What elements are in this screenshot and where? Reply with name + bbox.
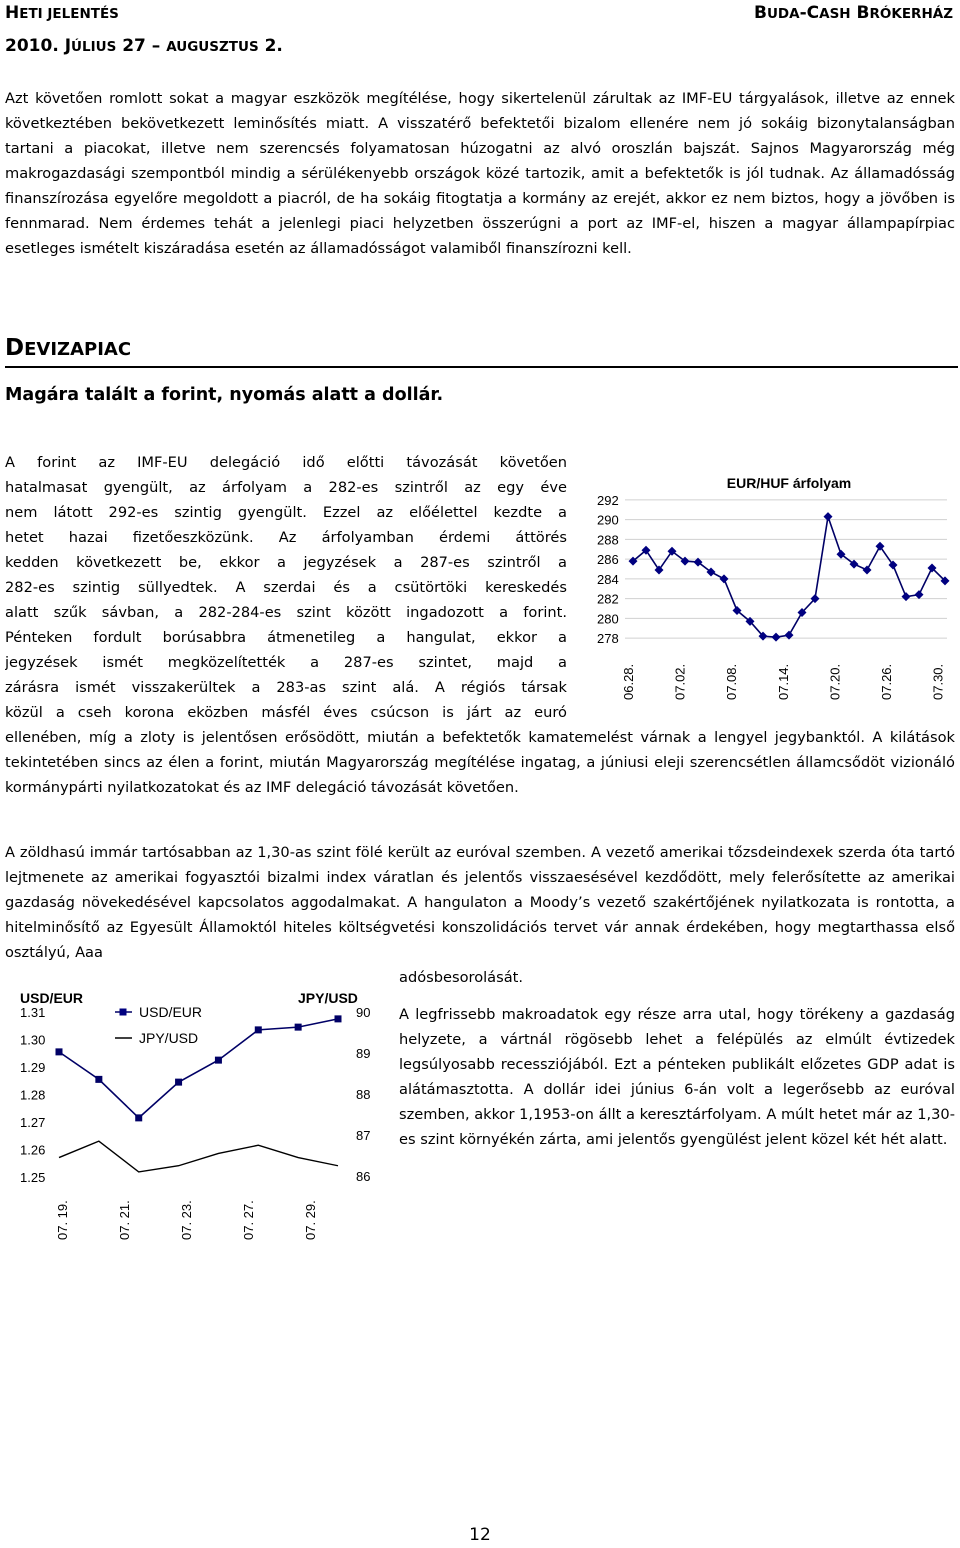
eurhuf-y-tick: 280 [597,611,619,627]
section-title-rest: EVIZAPIAC [24,339,132,360]
dollar-paragraph-tail: adósbesorolását. [399,969,524,986]
usd-eur-data-point [335,1015,342,1022]
usd-eur-y-tick: 1.25 [20,1170,46,1185]
usd-eur-data-point [56,1048,63,1055]
eurhuf-y-tick: 292 [597,492,619,508]
company-name-r3: RÓKERHÁZ [869,6,953,22]
forint-line: közül a cseh korona eközben másfél éves csúcson is járt az euró [5,704,567,721]
usd-jpy-x-tick: 07. 29. [303,1200,318,1240]
eurhuf-data-point [772,633,781,642]
forint-line: jegyzések ismét megközelítették a 287-es szintet, majd a [5,654,567,671]
legend-jpy-usd-label: JPY/USD [139,1030,199,1046]
report-date-e: 2. [258,36,283,56]
forint-line: zárásra ismét visszakerültek a 283-as szint alá. A régiós társak [5,679,567,696]
eurhuf-series-points [629,512,950,641]
usd-eur-series-line [59,1019,338,1118]
eurhuf-series-line [633,517,945,637]
usd-jpy-x-tick: 07. 21. [117,1200,132,1240]
jpy-usd-y-tick: 89 [356,1046,371,1061]
usd-eur-y-tick: 1.30 [20,1032,46,1048]
report-date-d: AUGUSZTUS [166,39,259,55]
eurhuf-x-tick: 07.26. [879,663,894,700]
eurhuf-x-tick: 07.14. [775,663,791,700]
eurhuf-y-tick: 278 [597,631,619,647]
jpy-usd-y-tick: 90 [356,1005,371,1020]
usd-eur-y-tick: 1.29 [20,1060,46,1075]
report-date [5,36,283,56]
usd-eur-y-tick: 1.27 [20,1115,46,1130]
usd-eur-data-point [255,1026,262,1033]
jpy-usd-axis-title: JPY/USD [298,990,358,1006]
usd-jpy-chart [0,985,395,1250]
section-subtitle: Magára talált a forint, nyomás alatt a dollár. [5,385,444,405]
report-title-initial: H [5,3,20,23]
intro-paragraph: Azt követően romlott sokat a magyar eszközök megítélése, hogy sikertelenül zárultak az IMF-EU tárgyalások, illetve az ennek következtében bekövetkezett leminősítés miatt. A visszatérő befektetői bizalom ellenére nem jó sokáig bizonytalanságban tartani a piacokat, illetve nem szerencsés folyamatosan húzogatni az alvó oroszlán bajszát. Sajnos Magyarország még makrogazdasági szempontból mindig a sérülékenyebb országok közé tartozik, amit a befektetők is jól tudnak. Az államadósság finanszírozása egyelőre megoldott a piacról, de ha sokáig fitogtatja a kormány az erejét, akkor ez nem biztos, hogy a jövőben is fennmarad. Nem érdemes tehát a jelenlegi piaci helyzetben összerúgni a port az IMF-el, hiszen a magyar állampapírpiac esetleges ismételt kiszáradása esetén az államadósságot valamiből finanszírozni kell. [5,90,955,257]
company-name-b1: B [753,3,767,23]
usd-eur-data-point [215,1057,222,1064]
forint-line: A forint az IMF-EU delegáció idő előtti távozását követően [5,454,567,471]
eurhuf-y-tick: 286 [597,552,619,568]
eurhuf-x-tick: 07.20. [827,663,843,700]
report-title-rest: ETI JELENTÉS [19,6,119,22]
usd-eur-series-points [56,1015,342,1121]
company-name-b2: B [850,3,870,23]
forint-paragraph-continued: ellenében, míg a zloty is jelentősen erősödött, miután a befektetők kamatemelést várnak a lengyel jegybanktól. A kilátások tekintetében sincs az élen a forint, miután Magyarország megítélése ingatag, a júniusi eleji szerencsétlen államcsődöt vizionáló kormánypárti nyilatkozatokat és az IMF delegáció távozását követően. [5,729,955,796]
eurhuf-data-point [720,574,729,583]
legend-usd-eur-marker [120,1009,127,1016]
eurhuf-x-tick: 07.02. [672,663,688,700]
eurhuf-gridlines [625,500,947,638]
eurhuf-y-tick: 288 [597,532,619,548]
jpy-usd-y-ticks [356,1005,370,1184]
dollar-paragraph: A zöldhasú immár tartósabban az 1,30-as szint fölé került az euróval szemben. A vezető amerikai tőzsdeindexek szerda óta tartó lejtmenete az amerikai fogyasztói bizalmi index váratlan és jelentős visszaesésével kezdődött, mely felerősítette az amerikai gazdaság növekedésével kapcsolatos aggodalmakat. A hangulaton a Moody’s vezető szakértőjének nyilatkozata is rontotta, a hitelminősítő az Egyesült Államoktól hiteles költségvetési konszolidációs tervet vár annak érdekében, hogy megtarthassa első osztályú, Aaa [5,844,955,961]
jpy-usd-y-tick: 86 [356,1169,371,1184]
eurhuf-data-point [863,565,872,574]
usd-jpy-x-ticks [55,1200,318,1240]
forint-line: hetet hazai fizetőeszközünk. Az árfolyamban érdemi áttörés [5,529,567,546]
company-name [754,3,953,23]
usd-eur-y-tick: 1.28 [20,1087,46,1103]
page-number: 12 [469,1525,491,1545]
eurhuf-x-tick: 07.30. [930,663,946,700]
usd-eur-data-point [175,1079,182,1086]
forint-line: kedden következett be, ekkor a jegyzések a 287-es szintről a [5,554,567,571]
usd-eur-data-point [95,1076,102,1083]
company-name-r1: UDA [766,6,800,22]
macro-paragraph: A legfrissebb makroadatok egy része arra utal, hogy törékeny a gazdaság helyzete, a vártnál rögösebb lehet a felépülés az elmúlt évtizedek legsúlyosabb recessziójából. Ezt a pénteken publikált előzetes GDP adat is alátámasztotta. A dollár idei június 6-án volt a legerősebb az euróval szemben, akkor 1,1953-on állt a keresztárfolyam. A múlt hetet már az 1,30-es szint környékén zárta, ami jelentős gyengülést jelent közel két hét alatt. [399,1006,955,1148]
forint-line: alatt szűk sávban, a 282-284-es szint között ingadozott a forint. [5,604,567,621]
forint-paragraph [5,450,567,725]
report-date-a: 2010. J [5,36,72,56]
section-divider [5,366,958,368]
usd-eur-y-tick: 1.31 [20,1005,46,1020]
eurhuf-y-ticks [597,493,619,646]
report-date-b: ÚLIUS [71,39,117,55]
eurhuf-chart-title: EUR/HUF árfolyam [726,475,852,491]
company-name-r2: ASH [819,6,851,22]
forint-line: nem látott 292-es szintig gyengült. Ezzel az előélettel kezdte a [5,504,567,521]
report-date-c: 27 – [116,36,167,56]
eurhuf-y-tick: 290 [597,512,619,528]
forint-line: Pénteken fordult borúsabbra átmenetileg a hangulat, ekkor a [5,629,567,646]
report-title [5,3,119,23]
usd-jpy-x-tick: 07. 19. [55,1200,70,1240]
eurhuf-y-tick: 282 [597,591,619,607]
forint-line: 282-es szintig süllyedtek. A szerdai és a csütörtöki kereskedés [5,579,567,596]
eurhuf-x-tick: 06.28. [621,663,636,700]
usd-eur-axis-title: USD/EUR [20,990,84,1006]
company-name-sep: -C [799,3,820,23]
usd-eur-data-point [135,1114,142,1121]
usd-jpy-x-tick: 07. 23. [179,1200,194,1240]
usd-jpy-x-tick: 07. 27. [241,1200,256,1240]
jpy-usd-y-tick: 87 [356,1128,371,1143]
section-title [5,335,131,361]
usd-eur-y-tick: 1.26 [20,1142,46,1158]
eurhuf-x-tick: 07.08. [724,663,740,700]
jpy-usd-y-tick: 88 [356,1087,371,1102]
legend-usd-eur-label: USD/EUR [139,1004,203,1020]
usd-eur-y-ticks [20,1005,45,1185]
eurhuf-y-tick: 284 [597,571,619,587]
section-title-initial: D [5,335,25,361]
eurhuf-data-point [902,592,911,601]
eurhuf-data-point [915,590,924,599]
jpy-usd-series-line [59,1141,338,1172]
eurhuf-x-ticks [621,664,946,700]
eurhuf-chart [585,468,960,708]
usd-eur-data-point [295,1024,302,1031]
forint-line: hatalmasat gyengült, az árfolyam a 282-es szintről az egy éve [5,479,567,496]
